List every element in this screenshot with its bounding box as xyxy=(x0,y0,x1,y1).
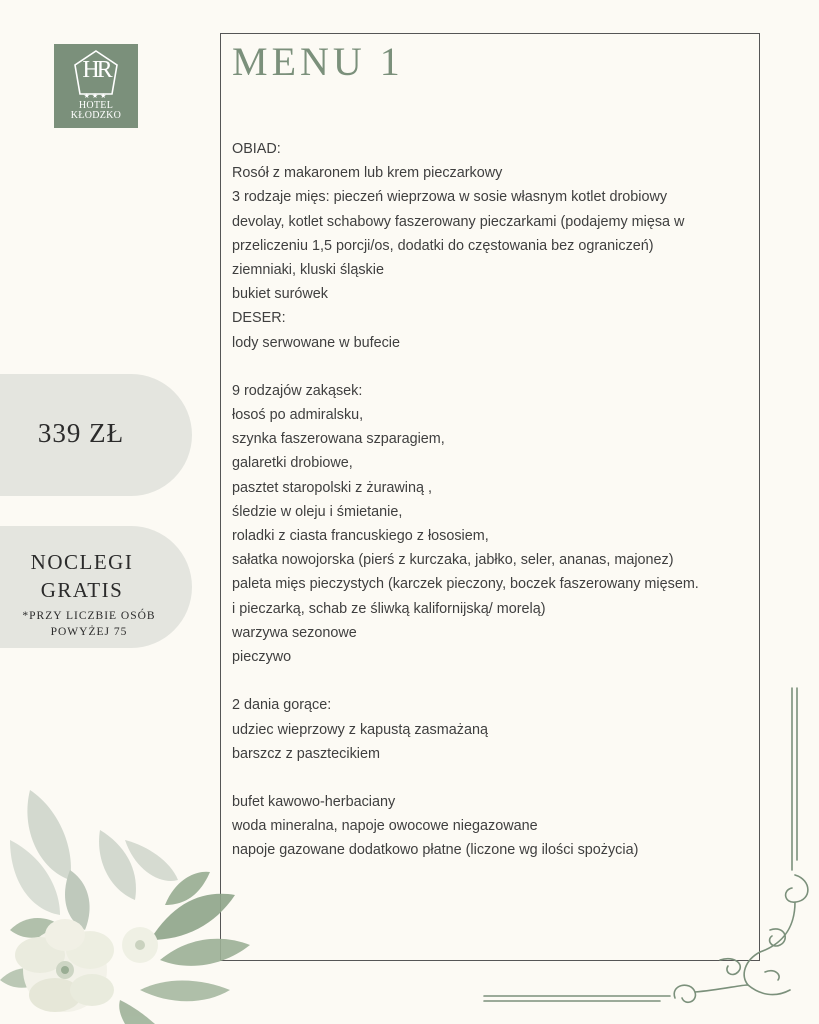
menu-line: bufet kawowo-herbaciany xyxy=(232,794,396,811)
accommodation-title-line1: NOCLEGI xyxy=(30,550,134,574)
menu-line: i pieczarką, schab ze śliwką kalifornijską/ morelą) xyxy=(232,600,546,617)
menu-line: bukiet surówek xyxy=(232,286,328,303)
accommodation-note-line2: POWYŻEJ 75 xyxy=(50,626,128,638)
menu-line: roladki z ciasta francuskiego z łososiem, xyxy=(232,528,489,544)
menu-spacer xyxy=(232,669,757,693)
price-value: 339 ZŁ xyxy=(37,418,125,448)
menu-line: 3 rodzaje mięs: pieczeń wieprzowa w sosie własnym kotlet drobiowy xyxy=(232,189,668,206)
accommodation-note-line1: *PRZY LICZBIE OSÓB xyxy=(22,610,156,622)
menu-line: szynka faszerowana szparagiem, xyxy=(232,431,445,448)
menu-line: galaretki drobiowe, xyxy=(232,455,353,472)
logo-stars: ★★★ xyxy=(83,93,109,100)
menu-line: przeliczeniu 1,5 porcji/os, dodatki do częstowania bez ograniczeń) xyxy=(232,237,654,254)
hotel-logo xyxy=(54,44,138,128)
menu-line: sałatka nowojorska (pierś z kurczaka, jabłko, seler, ananas, majonez) xyxy=(232,552,674,569)
menu-title: MENU 1 xyxy=(232,39,404,84)
menu-line: devolay, kotlet schabowy faszerowany pieczarkami (podajemy mięsa w xyxy=(232,213,685,230)
menu-spacer xyxy=(232,355,757,379)
menu-line: paleta mięs pieczystych (karczek pieczony, boczek faszerowany mięsem. xyxy=(232,576,699,593)
menu-line: 9 rodzajów zakąsek: xyxy=(232,382,363,399)
menu-line: pasztet staropolski z żurawiną , xyxy=(232,479,432,496)
accommodation-title-line2: GRATIS xyxy=(40,578,124,602)
menu-line: Rosół z makaronem lub krem pieczarkowy xyxy=(232,165,503,182)
menu-line: udziec wieprzowy z kapustą zasmażaną xyxy=(232,721,488,738)
menu-spacer xyxy=(232,766,757,790)
menu-line: OBIAD: xyxy=(232,141,281,157)
logo-monogram: HR xyxy=(82,57,110,83)
menu-line: ziemniaki, kluski śląskie xyxy=(232,261,384,278)
menu-line: napoje gazowane dodatkowo płatne (liczone wg ilości spożycia) xyxy=(232,842,639,859)
logo-line-hotel: HOTEL xyxy=(78,100,114,111)
menu-line: 2 dania gorące: xyxy=(232,697,332,714)
logo-line-city: KŁODZKO xyxy=(70,110,122,121)
menu-line: barszcz z pasztecikiem xyxy=(232,745,380,762)
menu-line: DESER: xyxy=(232,310,286,327)
menu-line: śledzie w oleju i śmietanie, xyxy=(232,503,403,520)
menu-line: warzywa sezonowe xyxy=(232,624,357,641)
menu-line: pieczywo xyxy=(232,648,292,665)
menu-line: lody serwowane w bufecie xyxy=(232,334,400,351)
menu-line: woda mineralna, napoje owocowe niegazowane xyxy=(232,818,538,835)
menu-body xyxy=(232,137,757,863)
menu-line: łosoś po admiralsku, xyxy=(232,407,364,424)
